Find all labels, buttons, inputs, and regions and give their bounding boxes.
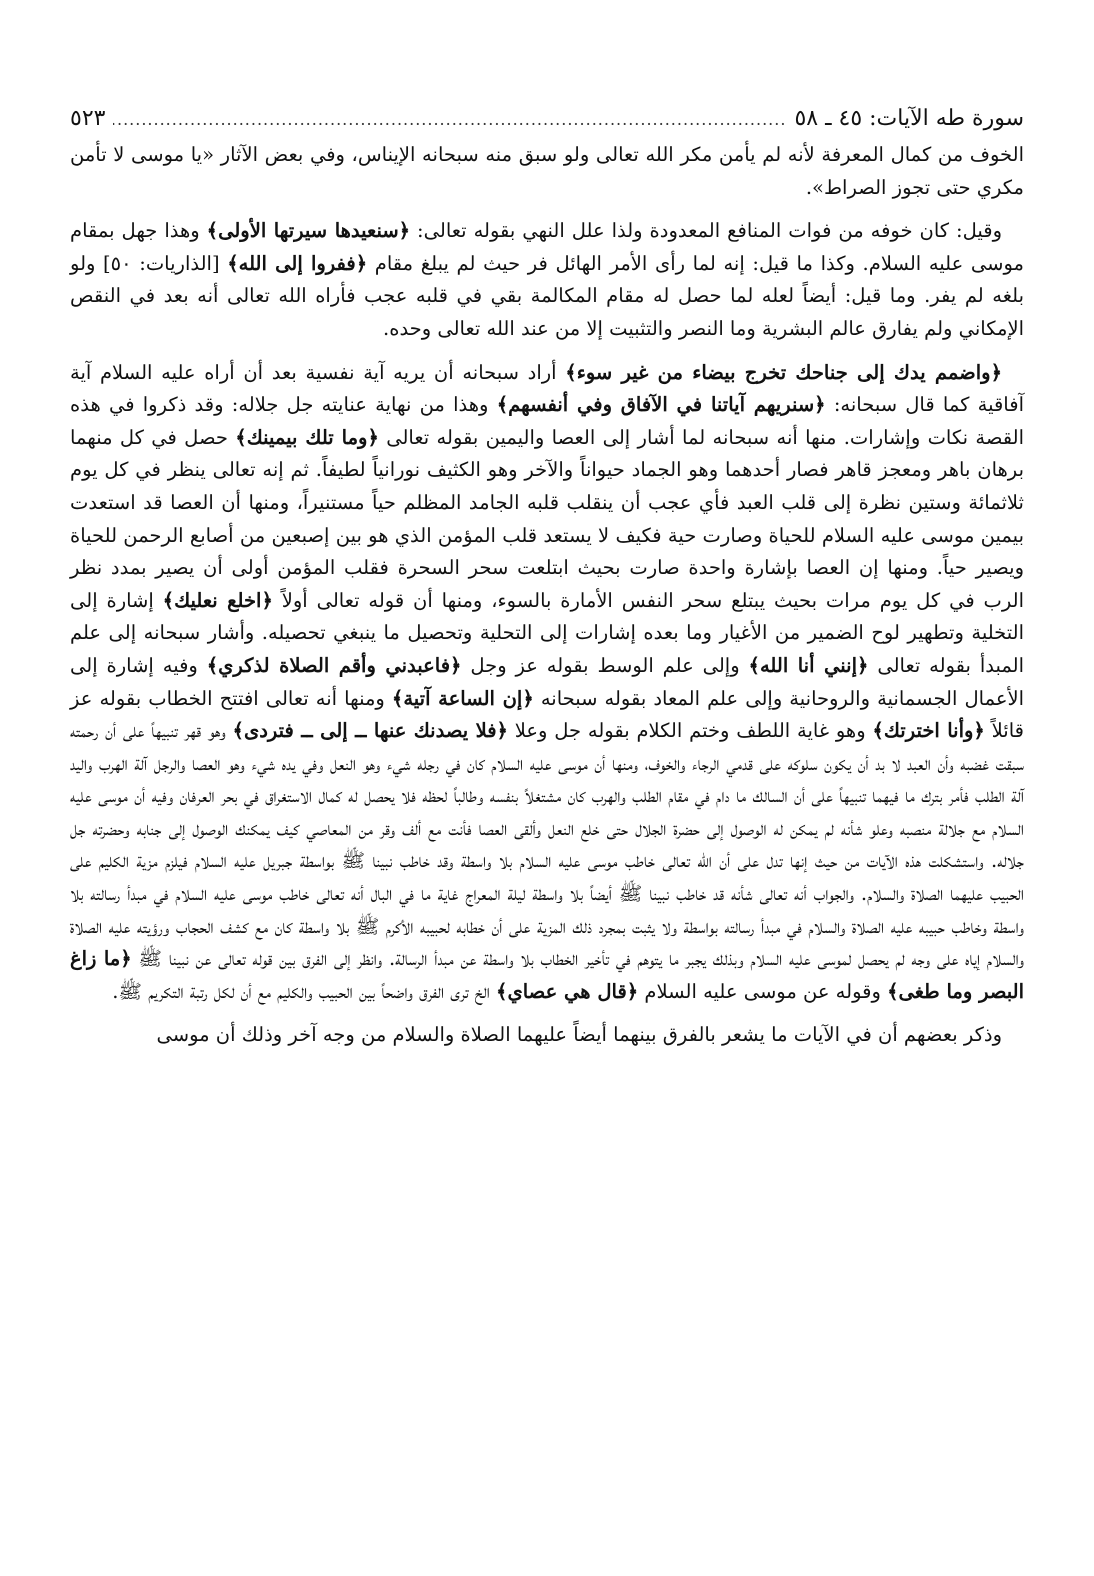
quran-quote: ﴿قال هي عصاي﴾: [496, 979, 639, 1003]
quran-quote: ﴿واضمم يدك إلى جناحك تخرج بيضاء من غير سوء﴾: [565, 360, 1002, 384]
text-run: وهو قهر تنبيهاً على أن رحمته سبقت غضبه وأن العبد لا بد أن يكون سلوكه على قدمي الرجاء والخوف، ومنها أن موسى عليه السلام كان في رجله شيء وهو النعل وفي يده شيء وهو العصا والرجل آلة الهرب واليد آلة الطلب فأمر بترك ما فيهما تنبيهاً على أن السالك ما دام في مقام الطلب والهرب كان مشتغلاً بنفسه وطالباً لحظه فلا يحصل له كمال الاستغراق في بحر العرفان وفيه أن موسى عليه السلام مع جلالة منصبه وعلو شأنه لم يمكن له الوصول إلى حضرة الجلال حتى خلع النعل وألقى العصا فأنت مع ألف وقر من المعاصي كيف يمكنك الوصول إلى جنابه وحضرته جل جلاله. واستشكلت هذه الآيات من حيث إنها تدل على أن الله تعالى خاطب موسى عليه السلام بلا واسطة وقد خاطب نبينا ﷺ بواسطة جبريل عليه السلام فيلزم مزية الكليم على الحبيب عليهما الصلاة والسلام. والجواب أنه تعالى شأنه قد خاطب نبينا ﷺ أيضاً بلا واسطة ليلة المعراج غاية ما في البال أنه تعالى خاطب موسى عليه السلام في مبدأ رسالته بلا واسطة وخاطب حبيبه عليه الصلاة والسلام في مبدأ رسالته بواسطة ولا يثبت بمجرد ذلك المزية على أن خطابه لحبيبه الأكرم ﷺ بلا واسطة كان مع كشف الحجاب ورؤيته عليه الصلاة والسلام إياه على وجه لم يحصل لموسى عليه السلام وبذلك يجبر ما يتوهم في تأخير الخطاب بلا واسطة عن مبدأ الرسالة. وانظر إلى الفرق بين قوله تعالى عن نبينا ﷺ: [70, 719, 1024, 971]
text-run: وذكر بعضهم أن في الآيات ما يشعر بالفرق بينهما أيضاً عليهما الصلاة والسلام من وجه آخر وذلك أن موسى: [156, 1023, 1002, 1047]
leader-dots: [113, 105, 786, 135]
paragraph-4: [70, 1019, 1024, 1052]
text-run: إشارة إلى التخلية وتطهير لوح الضمير من الأغيار وما بعده إشارات إلى التحلية وتحصيل ما ينبغي تحصيله. وأشار سبحانه إلى علم المبدأ بقوله تعالى: [70, 588, 1025, 677]
text-run: وقيل: كان خوفه من فوات المنافع المعدودة ولذا علل النهي بقوله تعالى:: [410, 219, 1002, 243]
paragraph-1: [70, 139, 1024, 204]
quran-quote: ﴿وأنا اخترتك﴾: [872, 719, 985, 743]
paragraph-3: [70, 357, 1024, 1009]
text-run: وهذا جهل بمقام موسى عليه السلام. وكذا ما قيل: إنه لما رأى الأمر الهائل فر حيث لم يبلغ مقام: [70, 219, 1025, 275]
running-header: [70, 104, 1024, 135]
quran-quote: ﴿إن الساعة آتية﴾: [391, 686, 534, 710]
page-number: ٥٢٣: [70, 106, 106, 131]
text-run: الخ ترى الفرق واضحاً بين الحبيب والكليم مع أن لكل رتبة التكريم ﷺ.: [112, 979, 497, 1003]
text-run: وإلى علم الوسط بقوله عز وجل: [461, 653, 749, 677]
quran-quote: ﴿سنعيدها سيرتها الأولى﴾: [206, 219, 411, 243]
quran-quote: ﴿فلا يصدنك عنها ــ إلى ــ فتردى﴾: [232, 719, 508, 743]
quran-quote: ﴿اخلع نعليك﴾: [162, 588, 273, 612]
quran-quote: ﴿فاعبدني وأقم الصلاة لذكري﴾: [206, 653, 462, 677]
text-run: وقوله عن موسى عليه السلام: [638, 979, 888, 1003]
text-run: حصل في كل منهما برهان باهر ومعجز قاهر فصار أحدهما وهو الجماد حيواناً والآخر وهو الكثيف نورانياً لطيفاً. ثم إنه تعالى ينظر في كل يوم ثلاثمائة وستين نظرة إلى قلب العبد فأي عجب أن ينقلب قلبه الجامد المظلم حياً مستنيراً، ومنها أن العصا قد استعدت بيمين موسى عليه السلام للحياة وصارت حية فكيف لا يستعد قلب المؤمن الذي هو بين إصبعين من أصابع الرحمن للحياة ويصير حياً. ومنها إن العصا بإشارة واحدة صارت بحيث ابتلعت سحر السحرة فقلب المؤمن أولى أن يصير بمدد نظر الرب في كل يوم مرات بحيث يبتلع سحر النفس الأمارة بالسوء، ومنها أن قوله تعالى أولاً: [70, 425, 1024, 612]
text-run: الخوف من كمال المعرفة لأنه لم يأمن مكر الله تعالى ولو سبق منه سبحانه الإيناس، وفي بعض الآثار «يا موسى لا تأمن مكري حتى تجوز الصراط».: [70, 143, 1024, 199]
text-run: أراد سبحانه أن يريه آية نفسية بعد أن أراه عليه السلام آية آفاقية كما قال سبحانه:: [70, 360, 1024, 417]
surah-title: سورة طه الآيات: ٤٥ ـ ٥٨: [794, 106, 1024, 131]
paragraph-2: [70, 215, 1024, 345]
quran-quote: ﴿سنريهم آياتنا في الآفاق وفي أنفسهم﴾: [496, 393, 826, 417]
text-run: وهذا من نهاية عنايته جل جلاله: وقد ذكروا في هذه القصة نكات وإشارات. منها أنه سبحانه لما أشار إلى العصا واليمين بقوله تعالى: [70, 393, 1024, 449]
quran-quote: ﴿وما تلك بيمينك﴾: [235, 425, 379, 449]
text-run: وهو غاية اللطف وختم الكلام بقوله جل وعلا: [507, 719, 873, 743]
quran-quote: ﴿ففروا إلى الله﴾: [227, 251, 368, 275]
quran-quote: ﴿إنني أنا الله﴾: [748, 653, 869, 677]
text-run: [الذاريات: ٥٠] ولو بلغه لم يفر. وما قيل: أيضاً لعله لما حصل له مقام المكالمة بقي في قلبه عجب فأراه الله تعالى أنه بعد في النقص الإمكاني ولم يفارق عالم البشرية وما النصر والتثبيت إلا من عند الله تعالى وحده.: [70, 251, 1024, 340]
text-run: ومنها أنه تعالى افتتح الخطاب بقوله عز قائلاً: [70, 686, 1024, 743]
text-run: وفيه إشارة إلى الأعمال الجسمانية والروحانية وإلى علم المعاد بقوله سبحانه: [70, 653, 1025, 710]
quran-quote: ﴿ما زاغ البصر وما طغى﴾: [70, 947, 1024, 1003]
